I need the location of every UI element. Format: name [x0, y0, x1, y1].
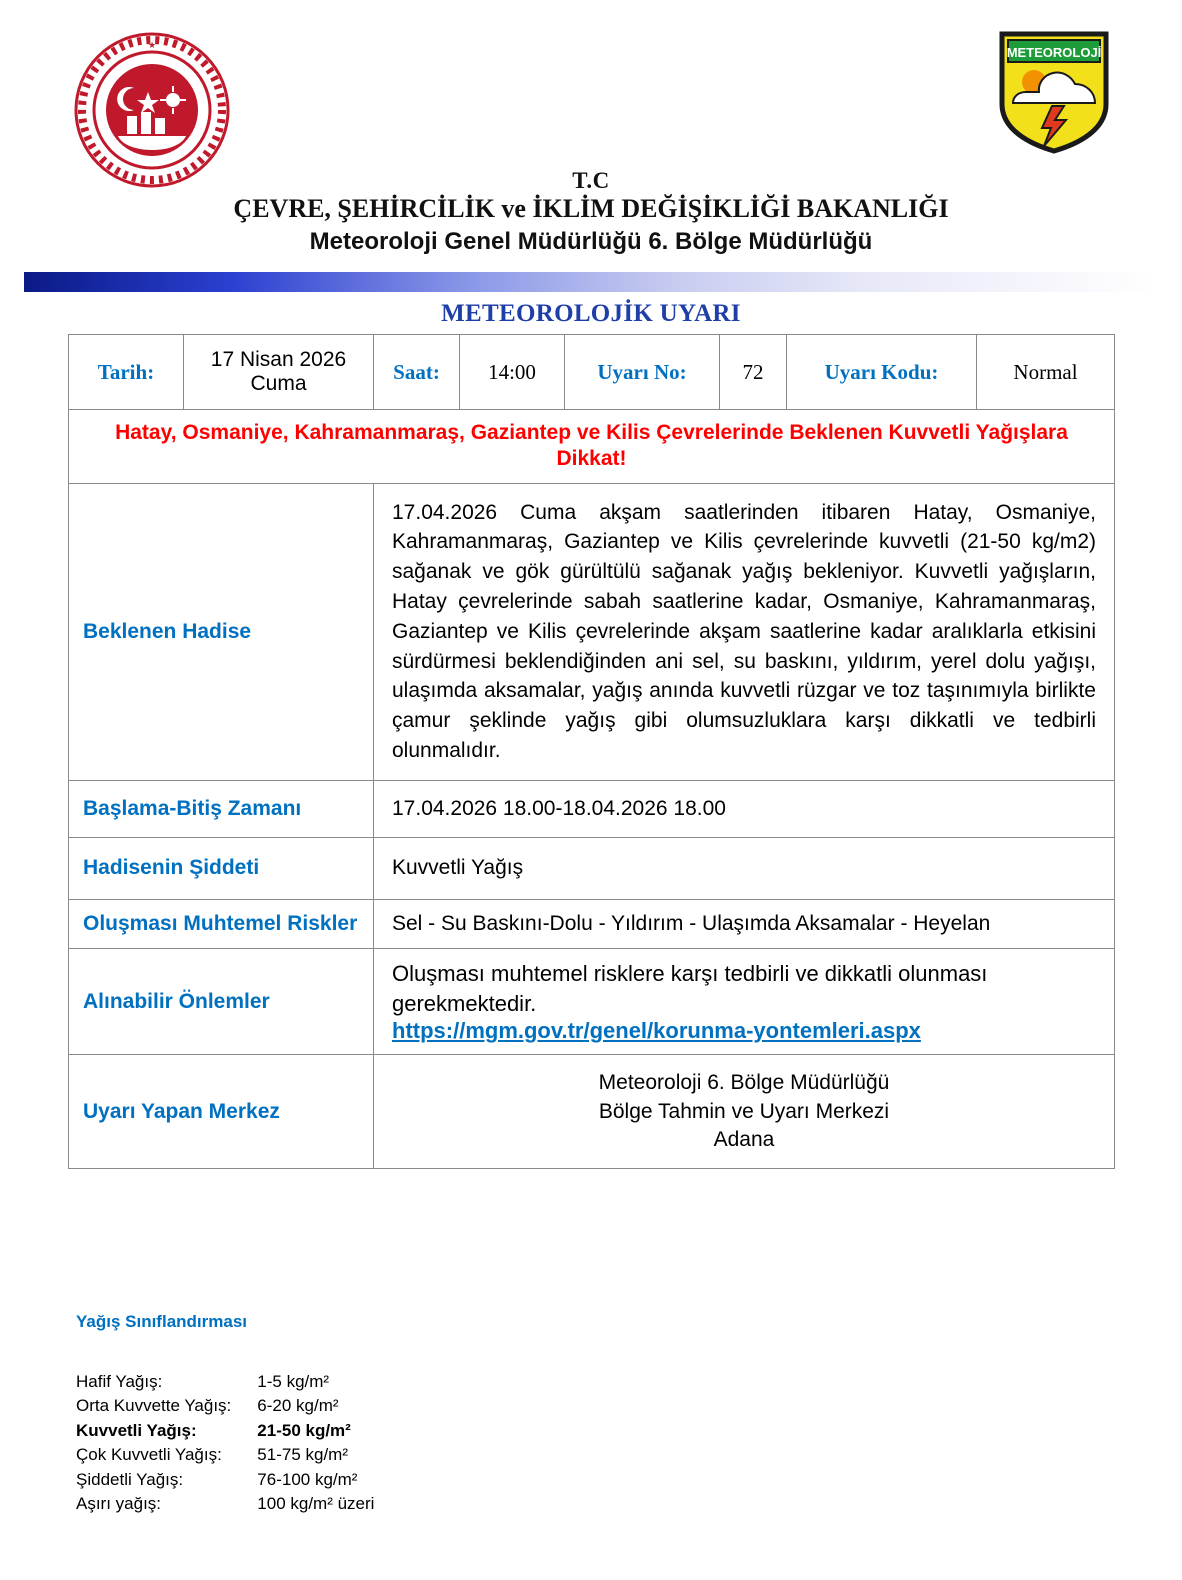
list-item	[76, 1468, 374, 1492]
table-row	[69, 948, 1115, 1054]
time-value: 14:00	[460, 335, 565, 410]
expected-event-text: 17.04.2026 Cuma akşam saatlerinden itibaren Hatay, Osmaniye, Kahramanmaraş, Gaziantep ve Kilis çevrelerinde kuvvetli (21-50 kg/m2) sağanak ve gök gürültülü sağanak yağış bekleniyor. Kuvvetli yağışların, Hatay çevrelerinde sabah saatlerine kadar, Osmaniye, Kahramanmaraş, Gaziantep ve Kilis çevrelerinde akşam saatlerine kadar aralıklarla etkisini sürdürmesi beklendiğinden ani sel, su baskını, yıldırım, yerel dolu yağışı, ulaşımda aksamalar, yağış anında kuvvetli rüzgar ve toz taşınımıyla birlikte çamur şeklinde yağış gibi olumsuzluklara karşı dikkatli ve tedbirli olunmalıdır.	[374, 483, 1115, 780]
classification-value: 6-20 kg/m²	[257, 1396, 339, 1416]
classification-value: 76-100 kg/m²	[257, 1469, 358, 1489]
table-row	[69, 410, 1115, 484]
warning-no-value: 72	[720, 335, 787, 410]
meteorology-badge-icon	[998, 30, 1110, 155]
headline-text: Hatay, Osmaniye, Kahramanmaraş, Gaziantep ve Kilis Çevrelerinde Beklenen Kuvvetli Yağışlara Dikkat!	[69, 410, 1115, 484]
period-label: Başlama-Bitiş Zamanı	[69, 780, 374, 837]
title-line-ministry: ÇEVRE, ŞEHİRCİLİK ve İKLİM DEĞİŞİKLİĞİ BAKANLIĞI	[233, 194, 949, 224]
title-line-tc: T.C	[572, 168, 610, 193]
document-title	[0, 168, 1182, 257]
warning-code-value: Normal	[977, 335, 1115, 410]
table-row	[69, 780, 1115, 837]
decorative-gradient-bar	[24, 272, 1158, 292]
table-row	[69, 899, 1115, 948]
title-line-directorate: Meteoroloji Genel Müdürlüğü 6. Bölge Müdürlüğü	[309, 227, 873, 255]
list-item	[76, 1394, 374, 1418]
classification-table	[76, 1370, 374, 1517]
issuing-center-line3: Adana	[713, 1127, 775, 1151]
classification-label: Kuvvetli Yağış:	[76, 1420, 197, 1440]
classification-label: Hafif Yağış:	[76, 1372, 163, 1391]
ministry-emblem-icon	[72, 30, 232, 190]
issuing-center-label: Uyarı Yapan Merkez	[69, 1055, 374, 1169]
issuing-center-line2: Bölge Tahmin ve Uyarı Merkezi	[598, 1099, 890, 1123]
list-item	[76, 1370, 374, 1394]
warning-no-label: Uyarı No:	[565, 335, 720, 410]
expected-event-label: Beklenen Hadise	[69, 483, 374, 780]
table-row	[69, 483, 1115, 780]
warning-table	[68, 334, 1115, 1169]
protection-methods-link[interactable]: https://mgm.gov.tr/genel/korunma-yontemleri.aspx	[392, 1018, 921, 1044]
classification-label: Aşırı yağış:	[76, 1494, 162, 1514]
classification-label: Orta Kuvvette Yağış:	[76, 1396, 232, 1416]
date-value: 17 Nisan 2026 Cuma	[184, 335, 374, 410]
warning-code-label: Uyarı Kodu:	[787, 335, 977, 410]
classification-title: Yağış Sınıflandırması	[76, 1312, 248, 1331]
classification-value: 1-5 kg/m²	[257, 1372, 330, 1391]
measures-label: Alınabilir Önlemler	[69, 948, 374, 1054]
classification-value: 51-75 kg/m²	[257, 1445, 348, 1465]
severity-value: Kuvvetli Yağış	[374, 838, 1115, 899]
possible-risks-value: Sel - Su Baskını-Dolu - Yıldırım - Ulaşımda Aksamalar - Heyelan	[374, 899, 1115, 948]
document-header	[0, 0, 1182, 268]
page-title: METEOROLOJİK UYARI	[441, 300, 741, 327]
measures-text: Oluşması muhtemel risklere karşı tedbirli ve dikkatli olunması gerekmektedir.	[392, 960, 988, 1016]
possible-risks-label: Oluşması Muhtemel Riskler	[69, 899, 374, 948]
classification-label: Şiddetli Yağış:	[76, 1469, 184, 1489]
severity-label: Hadisenin Şiddeti	[69, 838, 374, 899]
list-item	[76, 1492, 374, 1516]
issuing-center-line1: Meteoroloji 6. Bölge Müdürlüğü	[598, 1071, 890, 1095]
svg-text:METEOROLOJİ: METEOROLOJİ	[1006, 45, 1102, 60]
classification-label: Çok Kuvvetli Yağış:	[76, 1445, 222, 1465]
date-label: Tarih:	[69, 335, 184, 410]
list-item	[76, 1419, 374, 1443]
table-row	[69, 838, 1115, 899]
classification-value: 100 kg/m² üzeri	[257, 1494, 375, 1514]
measures-cell	[374, 948, 1115, 1054]
list-item	[76, 1443, 374, 1467]
table-row	[69, 335, 1115, 410]
classification-value: 21-50 kg/m²	[257, 1420, 351, 1440]
time-label: Saat:	[374, 335, 460, 410]
table-row	[69, 1055, 1115, 1169]
period-value: 17.04.2026 18.00-18.04.2026 18.00	[374, 780, 1115, 837]
svg-text:★: ★	[147, 40, 157, 50]
precipitation-classification	[76, 1312, 776, 1517]
issuing-center-value	[374, 1055, 1115, 1169]
